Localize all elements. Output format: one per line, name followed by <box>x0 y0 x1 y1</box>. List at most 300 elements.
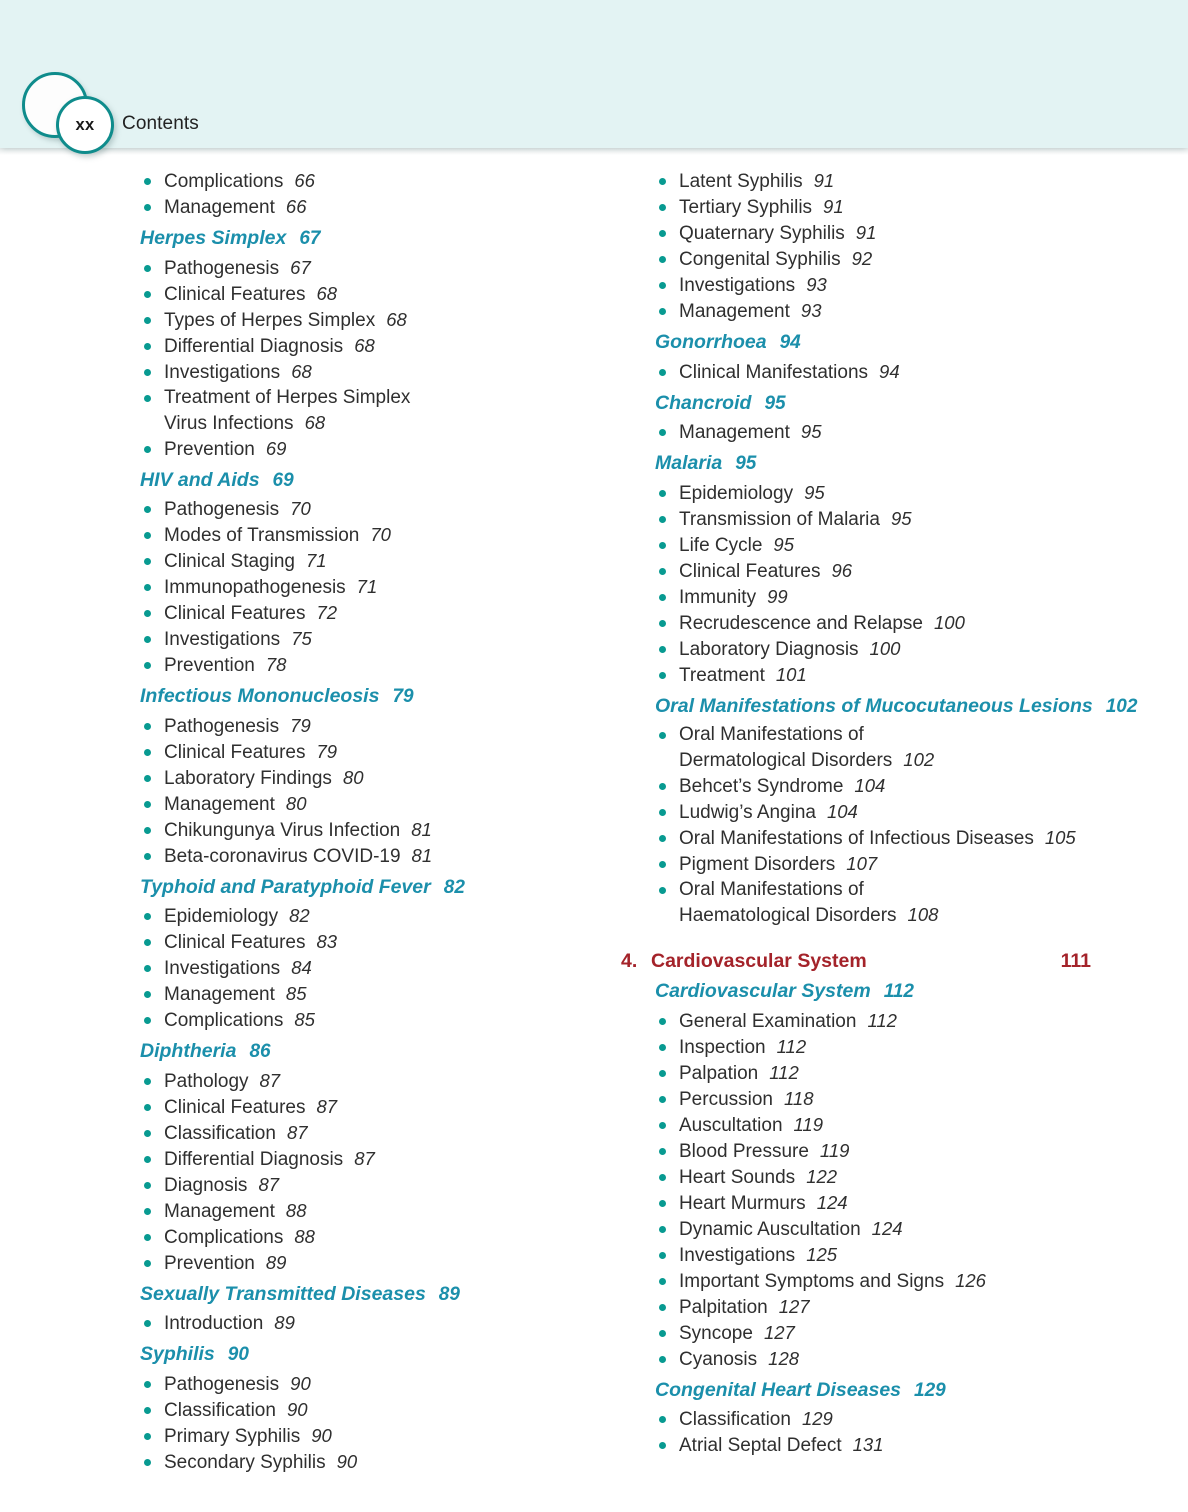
toc-section-heading[interactable] <box>140 1345 620 1365</box>
toc-entry-label: Complications <box>164 1010 284 1031</box>
toc-entry-page-number: 112 <box>769 1061 799 1083</box>
bullet-dot-icon <box>144 1260 151 1267</box>
toc-entry-label: Pathology <box>164 1070 249 1092</box>
toc-entry-label: Oral Manifestations of <box>679 724 864 745</box>
toc-entry-page-number: 85 <box>294 1009 315 1030</box>
toc-entry-page-number: 90 <box>311 1424 332 1446</box>
toc-entry[interactable] <box>655 662 1125 688</box>
toc-entry[interactable] <box>655 1216 1125 1242</box>
toc-entry-label: Syncope <box>679 1322 753 1344</box>
toc-entry-label: Differential Diagnosis <box>164 335 344 357</box>
bullet-dot-icon <box>659 620 666 627</box>
toc-entry-page-number: 68 <box>354 334 375 356</box>
toc-entry-page-number: 101 <box>775 663 807 685</box>
toc-entry-page-number: 80 <box>285 792 307 814</box>
toc-entry-label: Cyanosis <box>679 1348 758 1370</box>
toc-entry-label: Immunity <box>679 586 757 608</box>
toc-entry-page-number: 87 <box>258 1173 280 1195</box>
bullet-dot-icon <box>144 1182 151 1189</box>
toc-entry-label: Percussion <box>679 1088 773 1110</box>
toc-entry[interactable] <box>140 791 620 817</box>
toc-entry-page-number: 100 <box>934 611 965 633</box>
toc-section-heading[interactable] <box>140 1042 620 1062</box>
toc-entry-page-number: 78 <box>265 654 287 675</box>
bullet-dot-icon <box>144 1078 151 1085</box>
bullet-dot-icon <box>659 1148 666 1155</box>
toc-entry-label: Investigations <box>679 275 796 296</box>
toc-entry-label: Investigations <box>164 361 281 383</box>
toc-section-title: Malaria <box>655 452 723 474</box>
toc-entry[interactable] <box>655 1008 1125 1034</box>
toc-entry[interactable] <box>140 574 620 600</box>
bullet-dot-icon <box>144 965 151 972</box>
toc-entry-label: Classification <box>679 1409 791 1430</box>
toc-entry-label: Types of Herpes Simplex <box>164 309 376 331</box>
toc-entry[interactable] <box>140 626 620 652</box>
bullet-dot-icon <box>144 1017 151 1024</box>
toc-entry[interactable] <box>655 1190 1125 1216</box>
toc-entry-page-number: 107 <box>846 853 878 874</box>
toc-section-page-number: 89 <box>438 1283 460 1305</box>
toc-entry-label: Pathogenesis <box>164 715 280 737</box>
toc-section-title: HIV and Aids <box>140 468 260 491</box>
bullet-dot-icon <box>659 1096 666 1103</box>
toc-entry[interactable] <box>655 1346 1125 1372</box>
toc-entry[interactable] <box>655 1268 1125 1294</box>
toc-section-page-number: 82 <box>443 876 465 898</box>
toc-entry-label: Oral Manifestations of Infectious Diseases <box>679 828 1034 849</box>
toc-entry[interactable] <box>655 1320 1125 1346</box>
toc-entry[interactable] <box>140 1310 620 1336</box>
toc-entry[interactable] <box>655 194 1125 220</box>
toc-entry[interactable] <box>655 610 1125 636</box>
toc-entry-page-number: 68 <box>386 308 407 330</box>
toc-entry-page-number: 84 <box>291 957 312 978</box>
toc-entry[interactable] <box>140 194 620 220</box>
bullet-dot-icon <box>659 1330 666 1337</box>
bullet-dot-icon <box>659 204 666 211</box>
toc-entry[interactable] <box>140 843 620 869</box>
toc-entry-page-number: 96 <box>831 559 853 581</box>
toc-entry-label: Chikungunya Virus Infection <box>164 819 401 841</box>
toc-entry-page-number: 105 <box>1044 827 1076 848</box>
toc-entry-label: Treatment <box>679 664 765 686</box>
toc-chapter-heading[interactable] <box>621 950 1091 973</box>
toc-entry-page-number: 85 <box>285 983 307 1004</box>
bullet-dot-icon <box>144 662 151 669</box>
toc-entry-label: Tertiary Syphilis <box>679 197 813 218</box>
toc-entry[interactable] <box>140 739 620 765</box>
toc-entry-page-number: 128 <box>768 1347 800 1369</box>
toc-entry[interactable] <box>655 246 1125 272</box>
bullet-dot-icon <box>144 1156 151 1163</box>
toc-entry-page-number: 127 <box>763 1321 795 1343</box>
toc-entry-page-number: 87 <box>354 1147 375 1169</box>
bullet-dot-icon <box>659 542 666 549</box>
toc-entry[interactable] <box>140 1397 620 1423</box>
toc-entry-label: Atrial Septal Defect <box>679 1435 842 1456</box>
toc-entry-label: Life Cycle <box>679 534 763 556</box>
toc-entry[interactable] <box>140 436 620 462</box>
toc-entry-label: Prevention <box>164 438 255 460</box>
bullet-dot-icon <box>144 395 151 402</box>
toc-entry-label: Epidemiology <box>164 906 279 927</box>
toc-entry[interactable] <box>140 385 620 436</box>
toc-entry-label: Treatment of Herpes Simplex <box>164 386 411 408</box>
toc-entry-label: Clinical Manifestations <box>679 361 869 383</box>
toc-entry[interactable] <box>655 419 1125 445</box>
toc-section-title: Congenital Heart Diseases <box>655 1378 902 1401</box>
toc-entry-label: Blood Pressure <box>679 1140 809 1162</box>
bullet-dot-icon <box>144 801 151 808</box>
toc-entry-label: Management <box>164 793 275 815</box>
toc-section-title: Sexually Transmitted Diseases <box>140 1282 426 1305</box>
toc-entry[interactable] <box>140 713 620 739</box>
toc-entry[interactable] <box>655 168 1125 194</box>
toc-section-heading[interactable] <box>140 687 620 707</box>
toc-entry-label: Epidemiology <box>679 482 794 504</box>
toc-entry[interactable] <box>140 1371 620 1397</box>
bullet-dot-icon <box>144 1433 151 1440</box>
toc-entry[interactable] <box>655 877 1125 928</box>
toc-entry-label: Classification <box>164 1122 276 1144</box>
toc-section-heading[interactable] <box>655 1378 1125 1401</box>
bullet-dot-icon <box>659 1252 666 1259</box>
toc-entry-label: Pigment Disorders <box>679 854 836 875</box>
toc-entry-label: Management <box>164 197 275 218</box>
bullet-dot-icon <box>144 317 151 324</box>
folio-badge <box>56 96 114 154</box>
bullet-dot-icon <box>659 861 666 868</box>
toc-entry[interactable] <box>140 929 620 955</box>
toc-entry[interactable] <box>140 1146 620 1172</box>
bullet-dot-icon <box>659 732 666 739</box>
toc-section-title: Diphtheria <box>140 1040 237 1062</box>
page-header-band <box>0 0 1188 148</box>
toc-entry[interactable] <box>655 1432 1125 1458</box>
toc-entry-label: Oral Manifestations of <box>679 879 864 900</box>
toc-entry[interactable] <box>140 333 620 359</box>
toc-entry-label: Palpitation <box>679 1296 768 1318</box>
toc-entry-page-number: 70 <box>370 524 391 545</box>
toc-entry[interactable] <box>140 817 620 843</box>
toc-entry-label: Pathogenesis <box>164 257 280 279</box>
bullet-dot-icon <box>659 282 666 289</box>
bullet-dot-icon <box>659 1174 666 1181</box>
toc-entry-label: Auscultation <box>679 1114 783 1136</box>
toc-entry[interactable] <box>655 1164 1125 1190</box>
toc-entry-page-number: 70 <box>290 498 311 519</box>
toc-entry-page-number: 80 <box>342 766 364 788</box>
toc-entry[interactable] <box>140 955 620 981</box>
toc-entry-page-number: 87 <box>259 1069 281 1091</box>
toc-entry[interactable] <box>140 1068 620 1094</box>
bullet-dot-icon <box>659 1018 666 1025</box>
toc-entry-label: Prevention <box>164 1252 255 1274</box>
bullet-dot-icon <box>659 1070 666 1077</box>
toc-entry-label: Important Symptoms and Signs <box>679 1270 945 1292</box>
bullet-dot-icon <box>659 1044 666 1051</box>
toc-entry[interactable] <box>655 636 1125 662</box>
bullet-dot-icon <box>144 991 151 998</box>
toc-entry[interactable] <box>655 773 1125 799</box>
toc-section-page-number: 94 <box>779 332 801 353</box>
toc-entry-label: Complications <box>164 1226 284 1248</box>
toc-entry-label: Management <box>679 422 790 443</box>
bullet-dot-icon <box>659 516 666 523</box>
toc-entry-page-number: 67 <box>290 256 311 278</box>
bullet-dot-icon <box>659 835 666 842</box>
toc-entry-page-number: 90 <box>336 1450 358 1472</box>
toc-entry[interactable] <box>655 1086 1125 1112</box>
toc-entry[interactable] <box>655 584 1125 610</box>
toc-entry-label: Investigations <box>164 629 281 650</box>
bullet-dot-icon <box>659 1416 666 1423</box>
bullet-dot-icon <box>144 291 151 298</box>
toc-entry[interactable] <box>655 825 1125 851</box>
toc-entry[interactable] <box>140 168 620 194</box>
toc-entry-page-number: 68 <box>316 282 338 304</box>
toc-entry-label: Latent Syphilis <box>679 171 803 192</box>
toc-entry[interactable] <box>140 1094 620 1120</box>
toc-chapter-title: Cardiovascular System <box>651 950 867 972</box>
bullet-dot-icon <box>144 204 151 211</box>
toc-entry[interactable] <box>655 1034 1125 1060</box>
toc-entry-label: Quaternary Syphilis <box>679 223 845 244</box>
toc-entry-page-number: 93 <box>806 274 827 295</box>
toc-entry-label: Clinical Features <box>164 932 306 953</box>
toc-entry[interactable] <box>655 1060 1125 1086</box>
toc-section-title: Syphilis <box>140 1343 215 1365</box>
toc-entry-page-number: 66 <box>294 170 315 191</box>
toc-section-title: Cardiovascular System <box>655 980 871 1002</box>
toc-entry-page-number: 83 <box>316 931 338 952</box>
toc-entry-page-number: 124 <box>871 1217 903 1239</box>
toc-section-title: Infectious Mononucleosis <box>140 685 380 707</box>
toc-entry-page-number: 124 <box>816 1191 848 1213</box>
toc-section-page-number: 95 <box>764 392 786 414</box>
toc-entry-page-number: 79 <box>290 714 311 736</box>
toc-entry[interactable] <box>655 1138 1125 1164</box>
toc-entry[interactable] <box>655 272 1125 298</box>
toc-entry[interactable] <box>140 765 620 791</box>
bullet-dot-icon <box>659 1304 666 1311</box>
toc-entry-page-number: 90 <box>286 1398 308 1420</box>
toc-column-right <box>621 168 1138 1458</box>
toc-entry-page-number: 82 <box>289 905 310 926</box>
toc-entry[interactable] <box>655 799 1125 825</box>
bullet-dot-icon <box>659 568 666 575</box>
bullet-dot-icon <box>144 1459 151 1466</box>
toc-entry[interactable] <box>140 1172 620 1198</box>
toc-entry[interactable] <box>140 359 620 385</box>
toc-entry-page-number: 102 <box>903 749 935 770</box>
toc-section-heading[interactable] <box>140 1282 620 1305</box>
toc-entry[interactable] <box>655 1112 1125 1138</box>
toc-entry-page-number: 112 <box>867 1009 897 1031</box>
toc-entry-label: General Examination <box>679 1010 857 1032</box>
toc-entry[interactable] <box>140 1120 620 1146</box>
toc-section-page-number: 86 <box>249 1041 271 1062</box>
toc-section-title: Chancroid <box>655 391 752 414</box>
bullet-dot-icon <box>144 775 151 782</box>
toc-section-title: Gonorrhoea <box>655 331 767 353</box>
toc-entry-label: Clinical Features <box>164 283 306 305</box>
toc-entry-page-number: 118 <box>784 1087 814 1109</box>
toc-entry-label: Classification <box>164 1399 276 1421</box>
toc-entry[interactable] <box>140 307 620 333</box>
toc-entry[interactable] <box>140 1198 620 1224</box>
toc-section-page-number: 102 <box>1105 695 1138 717</box>
toc-entry[interactable] <box>655 532 1125 558</box>
toc-entry[interactable] <box>140 981 620 1007</box>
bullet-dot-icon <box>659 1442 666 1449</box>
toc-entry[interactable] <box>655 722 1125 773</box>
toc-entry-label: Management <box>164 984 275 1005</box>
bullet-dot-icon <box>144 446 151 453</box>
toc-entry-label: Immunopathogenesis <box>164 577 346 598</box>
toc-chapter-number: 4. <box>621 950 638 972</box>
bullet-dot-icon <box>659 429 666 436</box>
toc-entry[interactable] <box>140 1250 620 1276</box>
toc-entry-label-continued: Dermatological Disorders 102 <box>679 749 935 771</box>
toc-entry-label: Pathogenesis <box>164 499 280 520</box>
toc-section-page-number: 90 <box>227 1344 249 1365</box>
toc-entry-label: Investigations <box>679 1244 796 1266</box>
toc-entry-page-number: 88 <box>285 1199 307 1221</box>
toc-entry-label: Heart Murmurs <box>679 1192 806 1214</box>
bullet-dot-icon <box>144 723 151 730</box>
toc-entry[interactable] <box>655 506 1125 532</box>
toc-entry-label: Clinical Features <box>679 560 821 582</box>
toc-entry[interactable] <box>140 600 620 626</box>
toc-section-page-number: 95 <box>735 453 757 474</box>
toc-entry-page-number: 68 <box>304 411 326 433</box>
toc-entry-page-number: 71 <box>305 550 327 571</box>
toc-entry[interactable] <box>655 1294 1125 1320</box>
toc-entry[interactable] <box>140 652 620 678</box>
toc-entry-label-continued: Virus Infections 68 <box>164 411 326 434</box>
toc-column-left <box>140 168 620 1475</box>
toc-entry-label: Recrudescence and Relapse <box>679 612 923 634</box>
toc-entry-label: Complications <box>164 171 284 192</box>
toc-entry-page-number: 81 <box>411 818 432 840</box>
toc-entry[interactable] <box>140 255 620 281</box>
toc-entry[interactable] <box>655 359 1125 385</box>
toc-entry-page-number: 90 <box>290 1372 311 1394</box>
toc-section-page-number: 69 <box>272 469 294 491</box>
toc-entry-page-number: 108 <box>907 904 939 925</box>
toc-entry-label: Introduction <box>164 1313 264 1334</box>
toc-section-heading[interactable] <box>655 333 1125 353</box>
toc-entry-page-number: 87 <box>316 1095 338 1117</box>
toc-entry-label: Beta-coronavirus COVID-19 <box>164 845 401 867</box>
toc-section-heading[interactable] <box>655 454 1125 474</box>
bullet-dot-icon <box>659 230 666 237</box>
toc-entry-page-number: 81 <box>411 844 433 866</box>
toc-entry-label: Prevention <box>164 655 255 676</box>
toc-entry-label: Transmission of Malaria <box>679 508 880 530</box>
toc-entry[interactable] <box>655 1406 1125 1432</box>
toc-section-heading[interactable] <box>655 694 1138 717</box>
toc-entry-page-number: 129 <box>801 1408 833 1429</box>
toc-section-heading[interactable] <box>655 982 1125 1002</box>
toc-entry-page-number: 104 <box>826 801 858 822</box>
bullet-dot-icon <box>659 1200 666 1207</box>
bullet-dot-icon <box>144 636 151 643</box>
bullet-dot-icon <box>144 369 151 376</box>
toc-entry[interactable] <box>140 1224 620 1250</box>
bullet-dot-icon <box>144 939 151 946</box>
toc-entry-label: Ludwig’s Angina <box>679 802 816 823</box>
toc-entry-label: Diagnosis <box>164 1174 248 1196</box>
toc-entry[interactable] <box>140 548 620 574</box>
bullet-dot-icon <box>659 178 666 185</box>
toc-entry-page-number: 91 <box>823 196 844 217</box>
toc-entry[interactable] <box>140 1423 620 1449</box>
toc-entry-label: Behcet’s Syndrome <box>679 776 844 797</box>
bullet-dot-icon <box>144 610 151 617</box>
toc-entry-page-number: 95 <box>773 533 794 555</box>
toc-entry-label: Clinical Staging <box>164 551 295 572</box>
toc-entry-label: Modes of Transmission <box>164 525 360 546</box>
toc-section-title: Typhoid and Paratyphoid Fever <box>140 875 431 898</box>
toc-entry-page-number: 72 <box>316 602 338 623</box>
toc-entry-page-number: 112 <box>776 1035 807 1057</box>
toc-entry[interactable] <box>655 220 1125 246</box>
toc-entry-page-number: 66 <box>285 196 307 217</box>
toc-entry-label: Laboratory Diagnosis <box>679 638 859 660</box>
page-title: Contents <box>122 113 199 134</box>
toc-section-heading[interactable] <box>140 875 620 898</box>
toc-entry-page-number: 91 <box>855 222 877 243</box>
toc-entry[interactable] <box>655 480 1125 506</box>
toc-section-heading[interactable] <box>655 391 1125 414</box>
bullet-dot-icon <box>659 256 666 263</box>
bullet-dot-icon <box>659 783 666 790</box>
bullet-dot-icon <box>659 369 666 376</box>
toc-entry-label: Secondary Syphilis <box>164 1451 326 1473</box>
toc-entry[interactable] <box>140 1449 620 1475</box>
toc-entry-page-number: 69 <box>265 437 287 459</box>
toc-entry[interactable] <box>140 496 620 522</box>
toc-entry[interactable] <box>655 558 1125 584</box>
toc-entry[interactable] <box>140 1007 620 1033</box>
toc-entry[interactable] <box>655 1242 1125 1268</box>
toc-entry-page-number: 91 <box>813 170 835 191</box>
toc-entry-label: Congenital Syphilis <box>679 249 841 270</box>
bullet-dot-icon <box>659 646 666 653</box>
toc-entry-label: Clinical Features <box>164 603 306 624</box>
bullet-dot-icon <box>144 913 151 920</box>
toc-section-heading[interactable] <box>140 229 620 249</box>
toc-entry-page-number: 89 <box>274 1312 295 1333</box>
bullet-dot-icon <box>659 490 666 497</box>
toc-entry[interactable] <box>140 522 620 548</box>
toc-entry[interactable] <box>140 281 620 307</box>
bullet-dot-icon <box>659 594 666 601</box>
bullet-dot-icon <box>144 1381 151 1388</box>
toc-entry[interactable] <box>655 851 1125 877</box>
toc-entry[interactable] <box>655 298 1125 324</box>
toc-entry-page-number: 93 <box>800 300 822 321</box>
toc-entry[interactable] <box>140 903 620 929</box>
toc-entry-page-number: 88 <box>294 1225 315 1247</box>
toc-entry-label: Differential Diagnosis <box>164 1148 344 1170</box>
toc-entry-page-number: 75 <box>291 628 312 649</box>
toc-section-heading[interactable] <box>140 468 620 491</box>
toc-entry-label: Primary Syphilis <box>164 1425 301 1447</box>
